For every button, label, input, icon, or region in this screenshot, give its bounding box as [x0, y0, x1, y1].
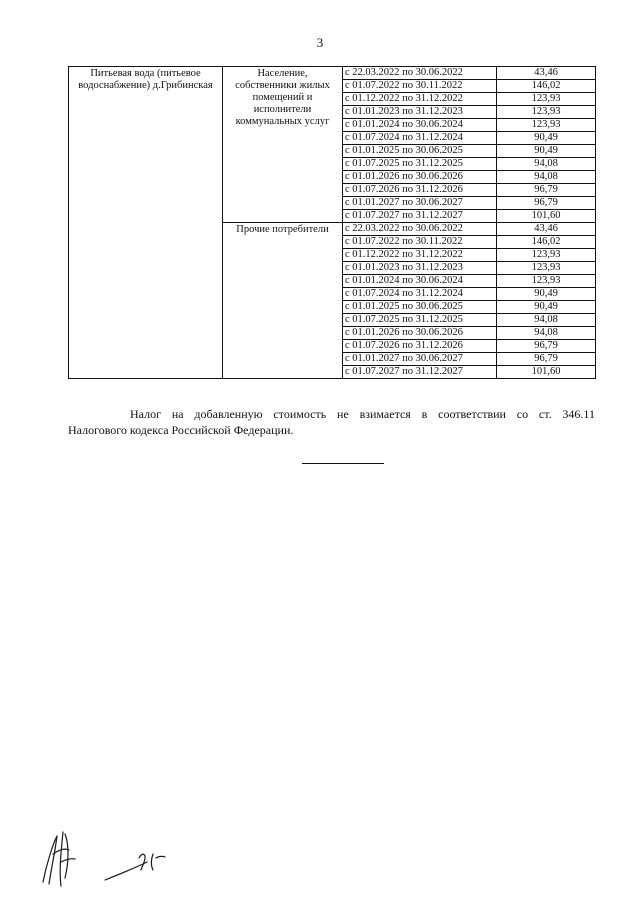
tariff-price: 94,08 [497, 327, 596, 340]
tariff-period: с 01.01.2024 по 30.06.2024 [343, 119, 497, 132]
tariff-price: 146,02 [497, 80, 596, 93]
tariff-price: 96,79 [497, 197, 596, 210]
tariff-price: 43,46 [497, 67, 596, 80]
tariff-price: 146,02 [497, 236, 596, 249]
tariff-period: с 01.12.2022 по 31.12.2022 [343, 93, 497, 106]
tariff-price: 43,46 [497, 223, 596, 236]
tariff-price: 123,93 [497, 275, 596, 288]
signature-initials-2 [105, 854, 165, 880]
tariff-price: 123,93 [497, 119, 596, 132]
separator-line [302, 463, 384, 464]
tariff-price: 101,60 [497, 366, 596, 379]
tariff-period: с 01.01.2026 по 30.06.2026 [343, 171, 497, 184]
tariff-price: 96,79 [497, 353, 596, 366]
tariff-price: 96,79 [497, 340, 596, 353]
tariff-price: 90,49 [497, 288, 596, 301]
tariff-price: 94,08 [497, 314, 596, 327]
consumer-group: Население, собственники жилых помещений и исполнители коммунальных услуг [223, 67, 343, 223]
tariff-period: с 01.07.2027 по 31.12.2027 [343, 366, 497, 379]
tariff-price: 123,93 [497, 262, 596, 275]
tariff-price: 94,08 [497, 171, 596, 184]
tariff-table-body [69, 67, 596, 379]
vat-note [68, 406, 595, 438]
tariff-price: 90,49 [497, 301, 596, 314]
signature-initials-1 [43, 832, 75, 886]
tariff-price: 123,93 [497, 249, 596, 262]
vat-note-line-2: Налогового кодекса Российской Федерации. [68, 423, 294, 437]
page-number: 3 [316, 35, 324, 50]
tariff-period: с 01.07.2027 по 31.12.2027 [343, 210, 497, 223]
tariff-table [68, 66, 596, 379]
tariff-period: с 01.01.2027 по 30.06.2027 [343, 197, 497, 210]
resource-name: Питьевая вода (питьевое водоснабжение) д.Грибинская [69, 67, 223, 379]
tariff-period: с 01.07.2026 по 31.12.2026 [343, 184, 497, 197]
tariff-period: с 01.01.2027 по 30.06.2027 [343, 353, 497, 366]
tariff-price: 96,79 [497, 184, 596, 197]
tariff-price: 123,93 [497, 93, 596, 106]
tariff-period: с 01.01.2024 по 30.06.2024 [343, 275, 497, 288]
tariff-row [69, 67, 596, 80]
tariff-period: с 01.12.2022 по 31.12.2022 [343, 249, 497, 262]
tariff-period: с 01.07.2022 по 30.11.2022 [343, 236, 497, 249]
tariff-period: с 01.07.2025 по 31.12.2025 [343, 158, 497, 171]
tariff-period: с 01.07.2026 по 31.12.2026 [343, 340, 497, 353]
tariff-period: с 01.01.2023 по 31.12.2023 [343, 262, 497, 275]
tariff-period: с 01.07.2022 по 30.11.2022 [343, 80, 497, 93]
tariff-price: 123,93 [497, 106, 596, 119]
tariff-price: 94,08 [497, 158, 596, 171]
tariff-period: с 22.03.2022 по 30.06.2022 [343, 223, 497, 236]
tariff-period: с 01.01.2025 по 30.06.2025 [343, 301, 497, 314]
tariff-period: с 01.07.2024 по 31.12.2024 [343, 132, 497, 145]
handwritten-signatures [35, 822, 185, 892]
consumer-group: Прочие потребители [223, 223, 343, 379]
tariff-price: 90,49 [497, 132, 596, 145]
tariff-period: с 01.01.2026 по 30.06.2026 [343, 327, 497, 340]
vat-note-line-1: Налог на добавленную стоимость не взимается в соответствии со ст. 346.11 [130, 407, 595, 421]
tariff-price: 90,49 [497, 145, 596, 158]
tariff-period: с 01.07.2024 по 31.12.2024 [343, 288, 497, 301]
tariff-period: с 01.01.2025 по 30.06.2025 [343, 145, 497, 158]
tariff-period: с 01.01.2023 по 31.12.2023 [343, 106, 497, 119]
tariff-period: с 01.07.2025 по 31.12.2025 [343, 314, 497, 327]
tariff-period: с 22.03.2022 по 30.06.2022 [343, 67, 497, 80]
tariff-price: 101,60 [497, 210, 596, 223]
